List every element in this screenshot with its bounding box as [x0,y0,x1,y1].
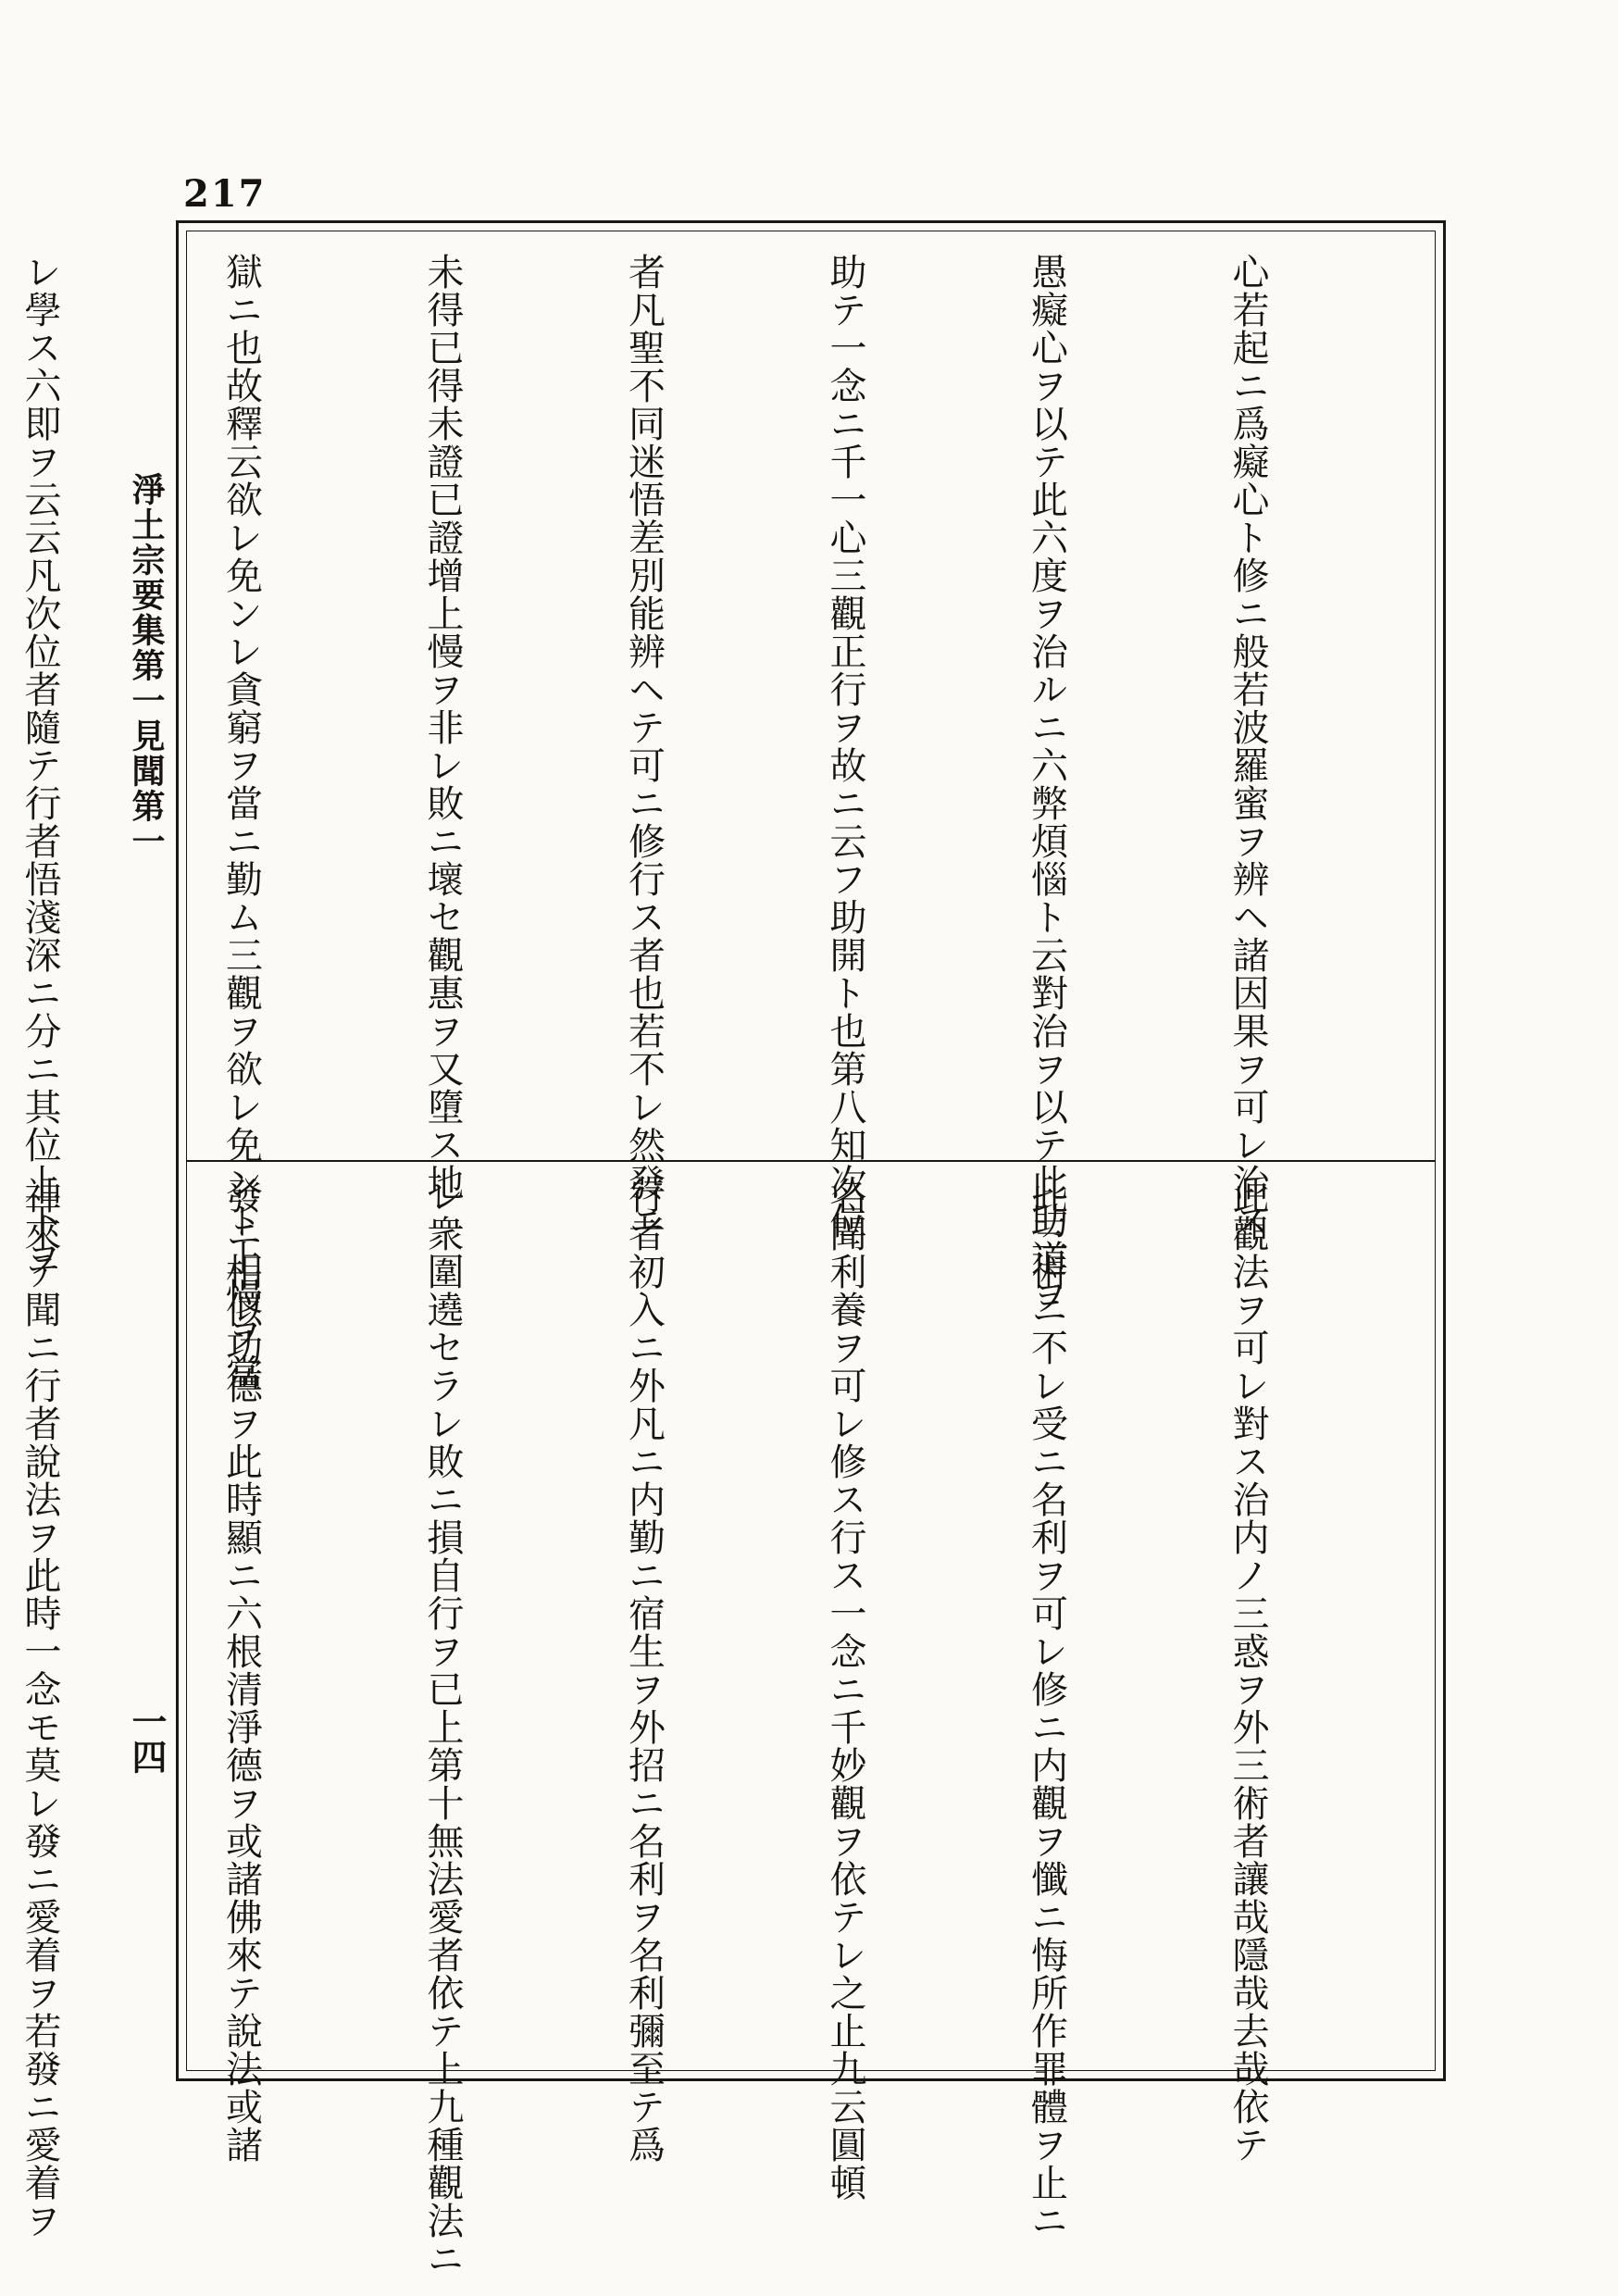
upper-text-line: 愚癡心ヲ以テ此六度ヲ治ルニ六弊煩惱ト云對治ヲ以テ此助道ヲ [1025,253,1068,1316]
upper-text-line: レ學ス六即ヲ云云凡次位者隨テ行者悟淺深ニ分ニ其位上下ヲ [19,253,61,1278]
lower-text-line: 神來テ聞ニ行者說法ヲ此時一念モ莫レ發ニ愛着ヲ若發ニ愛着ヲ [19,1177,61,2240]
folio-number: 一四 [126,1703,168,1774]
upper-text-line: 未得已得未證已證增上慢ヲ非レ敗ニ壞セ觀惠ヲ又墮ス地 [421,253,464,1202]
lower-text-line: 行者初入ニ外凡ニ内勤ニ宿生ヲ外招ニ名利ヲ名利彌至テ爲 [622,1177,666,2164]
lower-text-line: 發ニ相似功德ヲ此時顯ニ六根清淨德ヲ或諸佛來テ說法或諸 [219,1177,263,2164]
upper-text-line: 助テ一念ニ千一心三觀正行ヲ故ニ云フ助開ト也第八知次位 [824,253,866,1240]
lower-text-line: レ衆圍遶セラレ敗ニ損自行ヲ已上第十無法愛者依テ上九種觀法ニ [421,1177,464,2277]
page-number: 217 [183,172,267,216]
lower-text-line: 名聞利養ヲ可レ修ス行ス一念ニ千妙觀ヲ依テレ之止九云圓頓 [824,1177,866,2202]
upper-text-line: 者凡聖不同迷悟差別能辨ヘテ可ニ修行ス者也若不レ然發ニ [622,253,666,1240]
lower-text-line: 此三術ニ不レ受ニ名利ヲ可レ修ニ内觀ヲ懺ニ悔所作罪體ヲ止ニ [1025,1177,1068,2240]
running-head: 淨土宗要集第一見聞第一 [127,472,166,859]
lower-text-line: 此觀法ヲ可レ對ス治内ノ三惑ヲ外三術者讓哉隱哉去哉依テ [1226,1177,1269,2164]
upper-text-line: 獄ニ也故釋云欲レ免ンレ貪窮ヲ當ニ勤ム三觀ヲ欲レ免ント上慢ヲ當 [219,253,263,1391]
upper-text-line: 心若起ニ爲癡心ト修ニ般若波羅蜜ヲ辨ヘ諸因果ヲ可レ治ス [1226,253,1269,1240]
